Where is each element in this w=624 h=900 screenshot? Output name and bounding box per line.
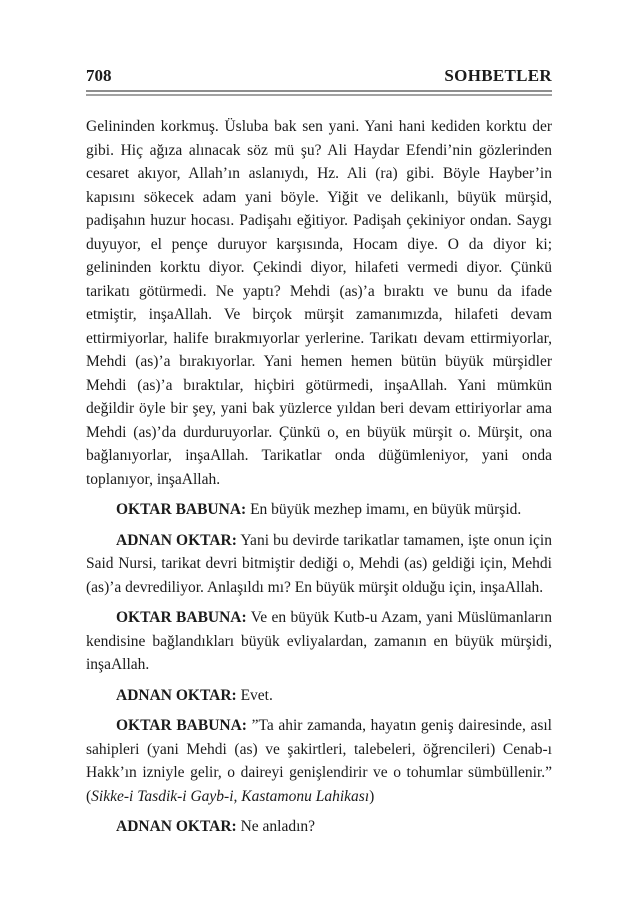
text-segment: ) (369, 787, 375, 805)
source-reference: Sikke-i Tasdik-i Gayb-i, Kastamonu Lahikası (91, 787, 370, 805)
text-segment: Ne anladın? (236, 818, 316, 835)
body-paragraph (86, 115, 552, 491)
book-title: SOHBETLER (444, 66, 552, 85)
speaker-name: ADNAN OKTAR: (116, 818, 237, 835)
dialogue-paragraph (86, 815, 552, 839)
speaker-name: ADNAN OKTAR: (116, 531, 237, 549)
text-segment: ”Ta ahir zamanda, hayatın geniş dairesinde, asıl sahipleri (yani Mehdi (as) ve şakirtleri, talebeleri, öğrencileri) Cenab-ı Hakk’ın izniyle gelir, o daireyi genişlendirir ve o tohumlar sümbüllenir.” ( (86, 717, 552, 805)
speaker-name: ADNAN OKTAR: (116, 686, 237, 704)
speaker-name: OKTAR BABUNA: (116, 501, 247, 518)
dialogue-paragraph (86, 684, 552, 708)
header-rule (86, 90, 552, 96)
running-header (86, 0, 552, 84)
speaker-name: OKTAR BABUNA: (116, 609, 247, 626)
page-number: 708 (86, 66, 112, 85)
text-segment: Yani bu devirde tarikatlar tamamen, işte onun için Said Nursi, tarikat devri bitmiştir dediği o, Mehdi (as) geldiği için, Mehdi (as)’a devrediliyor. Anlaşıldı mı? En büyük mürşit olduğu için, inşaAllah. (86, 531, 552, 596)
text-segment: En büyük mezhep imamı, en büyük mürşid. (246, 501, 522, 518)
dialogue-paragraph (86, 529, 552, 600)
dialogue-paragraph (86, 714, 552, 808)
speaker-name: OKTAR BABUNA: (116, 717, 247, 734)
text-segment: Ve en büyük Kutb-u Azam, yani Müslümanların kendisine bağlandıkları büyük evliyalardan, zamanın en büyük mürşidi, inşaAllah. (86, 609, 552, 673)
text-body (86, 115, 552, 839)
text-segment: Gelininden korkmuş. Üsluba bak sen yani. Yani hani kediden korktu der gibi. Hiç ağıza alınacak söz mü şu? Ali Haydar Efendi’nin gözlerinden cesaret akıyor, Allah’ın aslanıydı, Hz. Ali (ra) gibi. Böyle Hayber’in kapısını sökecek adam yani böyle. Yiğit ve delikanlı, büyük mürşid, padişahın huzur hocası. Padişahı eğitiyor. Padişah çekiniyor ondan. Saygı duyuyor, el pençe duruyor karşısında, Hocam diye. O da diyor ki; gelininden korktu diyor. Çekindi diyor, hilafeti vermedi diyor. Çünkü tarikatı götürmedi. Ne yaptı? Mehdi (as)’a bıraktı ve bunu da ifade etmiştir, inşaAllah. Ve birçok mürşit zamanımızda, hilafeti devam ettirmiyorlar, halife bırakmıyorlar yerlerine. Tarikatı devam ettirmiyorlar, Mehdi (as)’a bırakıyorlar. Yani hemen hemen bütün büyük mürşidler Mehdi (as)’a bıraktılar, hiçbiri götürmedi, inşaAllah. Yani mümkün değildir öyle bir şey, yani bak yüzlerce yıldan beri devam ettiriyorlar ama Mehdi (as)’da durduruyorlar. Çünkü o, en büyük mürşit o. Mürşit, ona bağlanıyorlar, inşaAllah. Tarikatlar onda düğümleniyor, yani onda toplanıyor, inşaAllah. (86, 118, 552, 488)
text-segment: Evet. (236, 686, 273, 704)
dialogue-paragraph (86, 606, 552, 677)
dialogue-paragraph (86, 498, 552, 522)
